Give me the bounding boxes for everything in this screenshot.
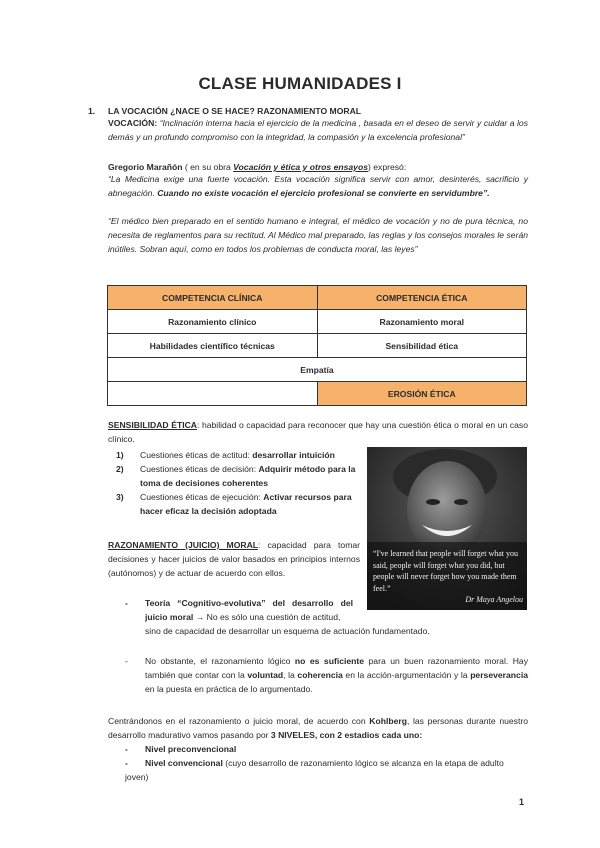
maranon-pre: ( en su obra [182,162,234,172]
maranon-quote-1 [108,172,528,200]
teoria-text: No es sólo una cuestión de actitud, [204,612,341,622]
table-cell: Razonamiento clínico [108,310,318,334]
list-item-number: 3) [116,492,124,502]
teoria-paragraph [145,596,353,624]
table-head-etica: COMPETENCIA ÉTICA [317,286,527,310]
maranon-work: Vocación y ética y otros ensayos [233,162,368,172]
vocacion-label: VOCACIÓN: [108,118,158,128]
table-cell-empty [108,382,318,406]
sensibilidad-label: SENSIBILIDAD ÉTICA [108,420,197,430]
list-item-text: Cuestiones éticas de ejecución: Activar recursos para hacer eficaz la decisión adoptada [140,492,352,516]
sensibilidad-text: : habilidad o capacidad para reconocer que hay una cuestión ética o moral en un caso clínico. [108,420,528,444]
maranon-quote-2: “El médico bien preparado en el sentido humano e integral, el médico de vocación y no de pura técnica, no necesita de reglamentos para su rectitud. Al Médico mal preparado, las reglas y los consejos morales le serán inútiles. Sobran aquí, como en todos los problemas de conducta moral, las leyes” [108,216,528,254]
kohlberg-paragraph: Centrándonos en el razonamiento o juicio moral, de acuerdo con Kohlberg, las personas durante nuestro desarrollo madurativo vamos pasando por 3 NIVELES, con 2 estadios cada uno: [108,716,528,740]
table-head-clinica: COMPETENCIA CLÍNICA [108,286,318,310]
vocacion-definition: “Inclinación interna hacia el ejercicio de la medicina , basada en el deseo de servir y cuidar a los demás y un profundo compromiso con la integridad, la compasión y la excelencia profesional” [108,118,528,142]
list-item-number: 1) [116,450,124,460]
level-item: - Nivel preconvencional [125,744,237,754]
quote-1a: “La Medicina exige una fuerte vocación. Esta vocación significa servir con amor, desinterés, sacrificio y abnegación. [108,174,528,198]
table-cell: Sensibilidad ética [317,334,527,358]
page-title: CLASE HUMANIDADES I [198,74,402,93]
razonamiento-text: : capacidad para tomar decisiones y hacer juicios de valor basados en principios internos (autónomos) y de actuar de acuerdo con ellos. [108,540,360,578]
sensibilidad-list [116,448,366,518]
maya-angelou-photo [367,447,527,610]
vocacion-paragraph [108,116,528,144]
table-cell-empatia: Empatía [108,358,527,382]
sensibilidad-paragraph [108,418,528,446]
photo-author: Dr Maya Angelou [465,595,523,604]
list-item [116,490,366,518]
table-cell: Habilidades científico técnicas [108,334,318,358]
teoria-dash: - [125,598,128,608]
teoria-line-2: sino de capacidad de desarrollar un esquema de actuación fundamentado. [145,626,430,636]
noobstante-paragraph: No obstante, el razonamiento lógico no es suficiente para un buen razonamiento moral. Hay también que contar con la voluntad, la coherencia en la acción-argumentación y la perseverancia en la puesta en práctica de lo argumentado. [145,656,528,694]
photo-quote: “I've learned that people will forget what you said, people will forget what you did, but people will never forget how you made them feel.” [373,549,519,593]
quote-1b: Cuando no existe vocación el ejercicio profesional se convierte en servidumbre”. [157,188,490,198]
maranon-post: ) expresó: [368,162,407,172]
list-item [116,448,366,462]
competence-table [107,285,527,406]
table-cell: Razonamiento moral [317,310,527,334]
page-number: 1 [519,797,525,807]
razonamiento-paragraph [108,538,360,580]
list-item-number: 2) [116,464,124,474]
razonamiento-label: RAZONAMIENTO (JUICIO) MORAL [108,540,259,550]
section-heading: LA VOCACIÓN ¿NACE O SE HACE? RAZONAMIENTO MORAL [108,106,362,116]
teoria-bold: Teoría “Cognitivo-evolutiva” del desarrollo del juicio moral → [145,598,353,622]
noobstante-dash: - [125,656,128,666]
section-number: 1. [88,106,96,116]
list-item-text: Cuestiones éticas de actitud: desarrollar intuición [140,450,335,460]
level-item: - Nivel convencional (cuyo desarrollo de razonamiento lógico se alcanza en la etapa de adulto joven) [125,758,504,782]
list-item [116,462,366,490]
maranon-name: Gregorio Marañón [108,162,183,172]
table-cell-erosion: EROSIÓN ÉTICA [317,382,527,406]
list-item-text: Cuestiones éticas de decisión: Adquirir método para la toma de decisiones coherentes [140,464,356,488]
